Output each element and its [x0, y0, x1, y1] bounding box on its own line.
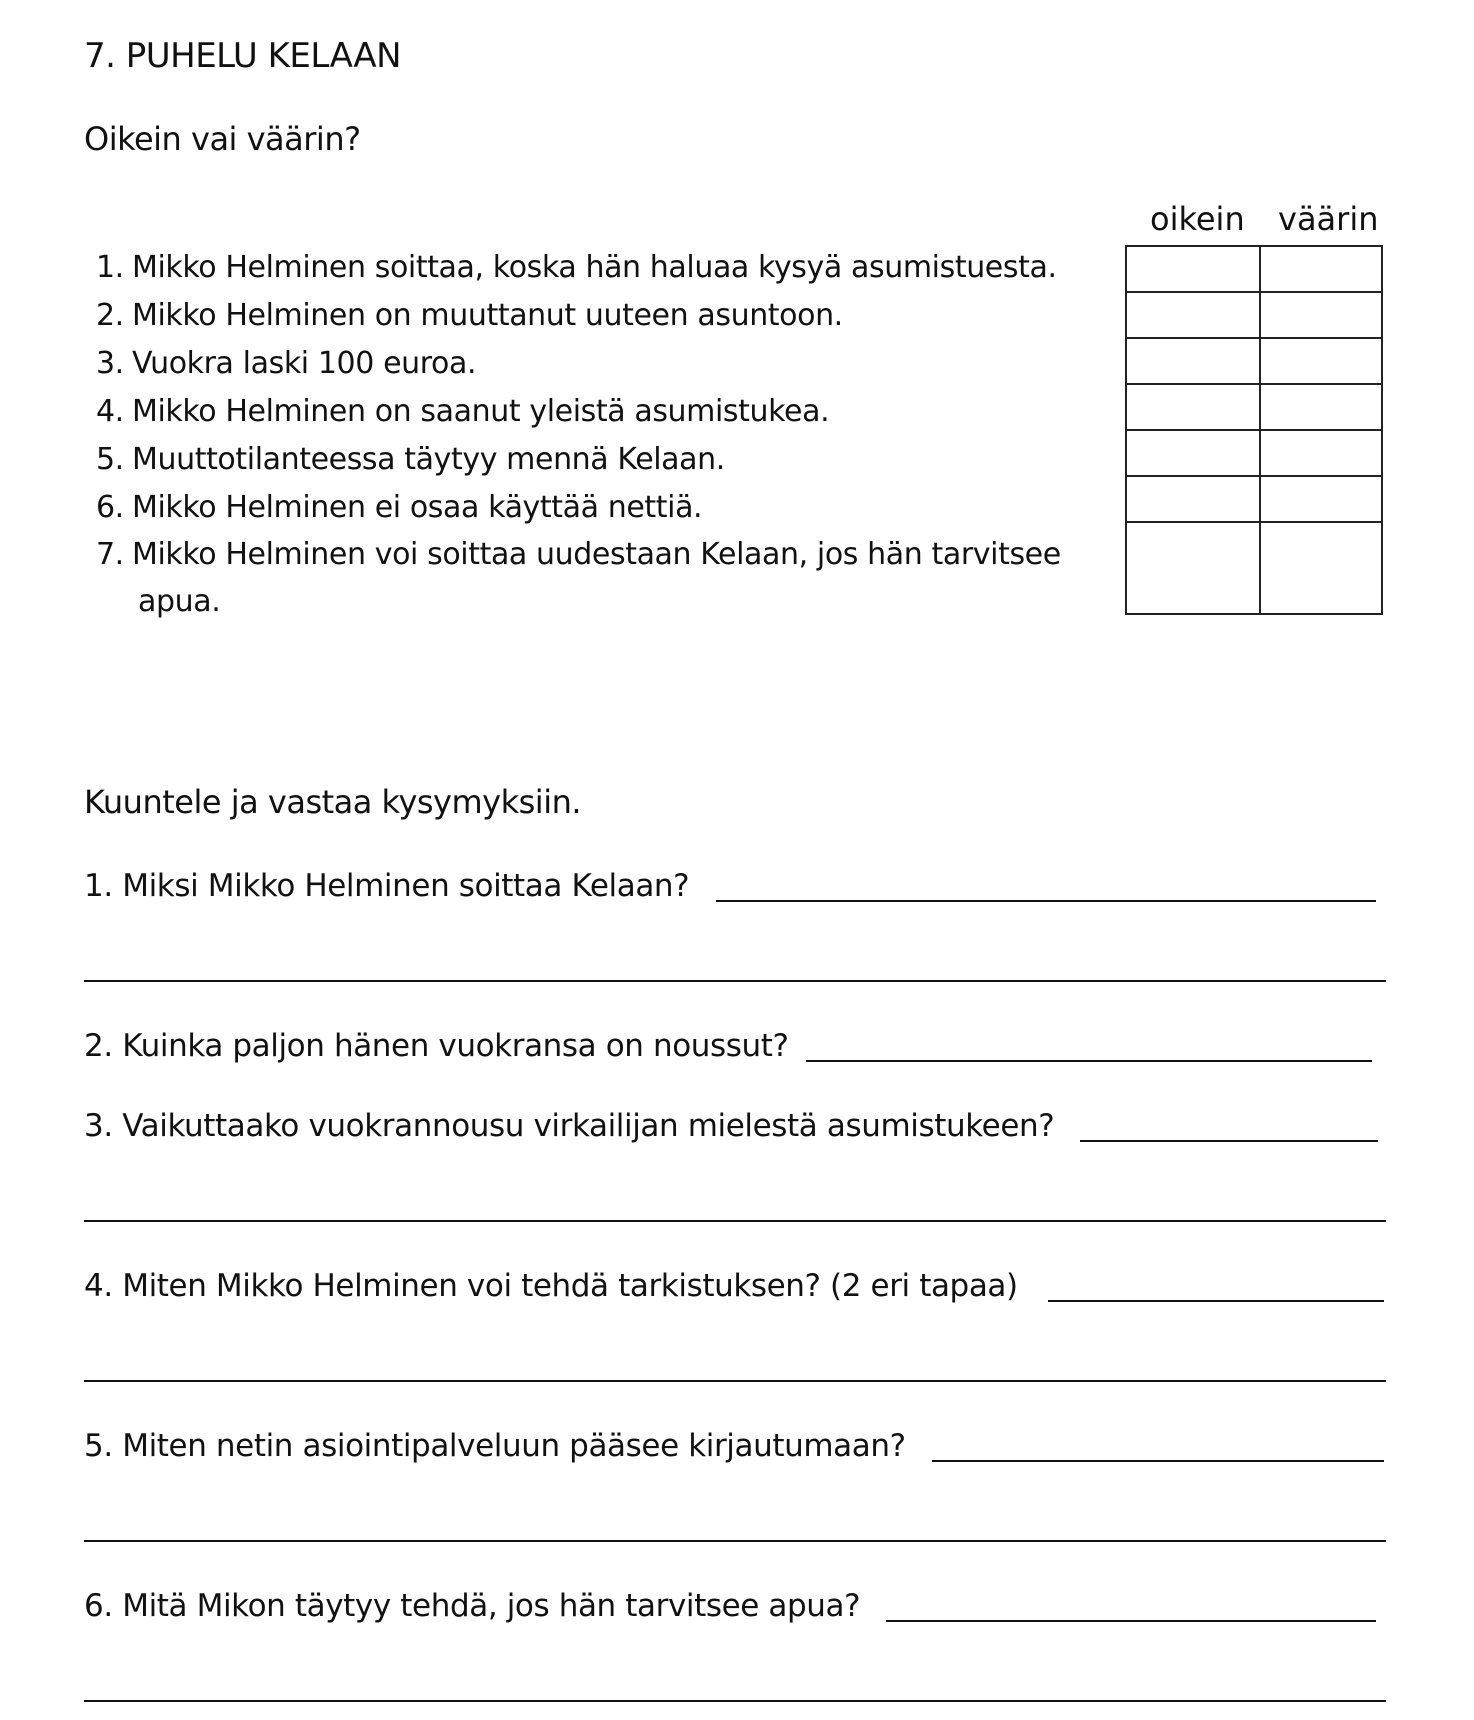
answer-line-1a[interactable] [716, 900, 1376, 902]
checkbox-true-6[interactable] [1126, 476, 1260, 522]
answer-line-3b[interactable] [84, 1220, 1386, 1222]
page-title: 7. PUHELU KELAAN [84, 36, 402, 76]
answer-line-6a[interactable] [886, 1620, 1376, 1622]
answer-line-5a[interactable] [932, 1460, 1384, 1462]
statement-7-continuation: apua. [138, 584, 221, 619]
answer-line-3a[interactable] [1080, 1140, 1378, 1142]
question-4: 4. Miten Mikko Helminen voi tehdä tarkistuksen? (2 eri tapaa) [84, 1268, 1018, 1304]
answer-line-4b[interactable] [84, 1380, 1386, 1382]
answer-line-4a[interactable] [1048, 1300, 1384, 1302]
answer-line-6b[interactable] [84, 1700, 1386, 1702]
statement-5: 5. Muuttotilanteessa täytyy mennä Kelaan. [96, 442, 725, 477]
checkbox-true-2[interactable] [1126, 292, 1260, 338]
question-3: 3. Vaikuttaako vuokrannousu virkailijan mielestä asumistukeen? [84, 1108, 1055, 1144]
answer-line-5b[interactable] [84, 1540, 1386, 1542]
question-2: 2. Kuinka paljon hänen vuokransa on noussut? [84, 1028, 789, 1064]
section-heading-true-false: Oikein vai väärin? [84, 120, 361, 158]
checkbox-true-1[interactable] [1126, 246, 1260, 292]
checkbox-false-5[interactable] [1260, 430, 1382, 476]
statement-7: 7. Mikko Helminen voi soittaa uudestaan Kelaan, jos hän tarvitsee [96, 537, 1061, 572]
checkbox-false-7[interactable] [1260, 522, 1382, 614]
answer-line-1b[interactable] [84, 980, 1386, 982]
column-header-false: väärin [1278, 200, 1379, 238]
checkbox-false-3[interactable] [1260, 338, 1382, 384]
checkbox-false-1[interactable] [1260, 246, 1382, 292]
answer-grid [1125, 245, 1383, 615]
checkbox-false-4[interactable] [1260, 384, 1382, 430]
question-5: 5. Miten netin asiointipalveluun pääsee kirjautumaan? [84, 1428, 906, 1464]
statement-3: 3. Vuokra laski 100 euroa. [96, 346, 477, 381]
checkbox-true-4[interactable] [1126, 384, 1260, 430]
checkbox-true-3[interactable] [1126, 338, 1260, 384]
checkbox-true-7[interactable] [1126, 522, 1260, 614]
checkbox-false-2[interactable] [1260, 292, 1382, 338]
section-heading-questions: Kuuntele ja vastaa kysymyksiin. [84, 783, 582, 821]
question-1: 1. Miksi Mikko Helminen soittaa Kelaan? [84, 868, 690, 904]
statement-1: 1. Mikko Helminen soittaa, koska hän haluaa kysyä asumistuesta. [96, 250, 1057, 285]
column-header-true: oikein [1150, 200, 1245, 238]
answer-line-2a[interactable] [806, 1060, 1372, 1062]
statement-4: 4. Mikko Helminen on saanut yleistä asumistukea. [96, 394, 830, 429]
statement-6: 6. Mikko Helminen ei osaa käyttää nettiä. [96, 490, 703, 525]
checkbox-false-6[interactable] [1260, 476, 1382, 522]
question-6: 6. Mitä Mikon täytyy tehdä, jos hän tarvitsee apua? [84, 1588, 861, 1624]
checkbox-true-5[interactable] [1126, 430, 1260, 476]
statement-2: 2. Mikko Helminen on muuttanut uuteen asuntoon. [96, 298, 843, 333]
